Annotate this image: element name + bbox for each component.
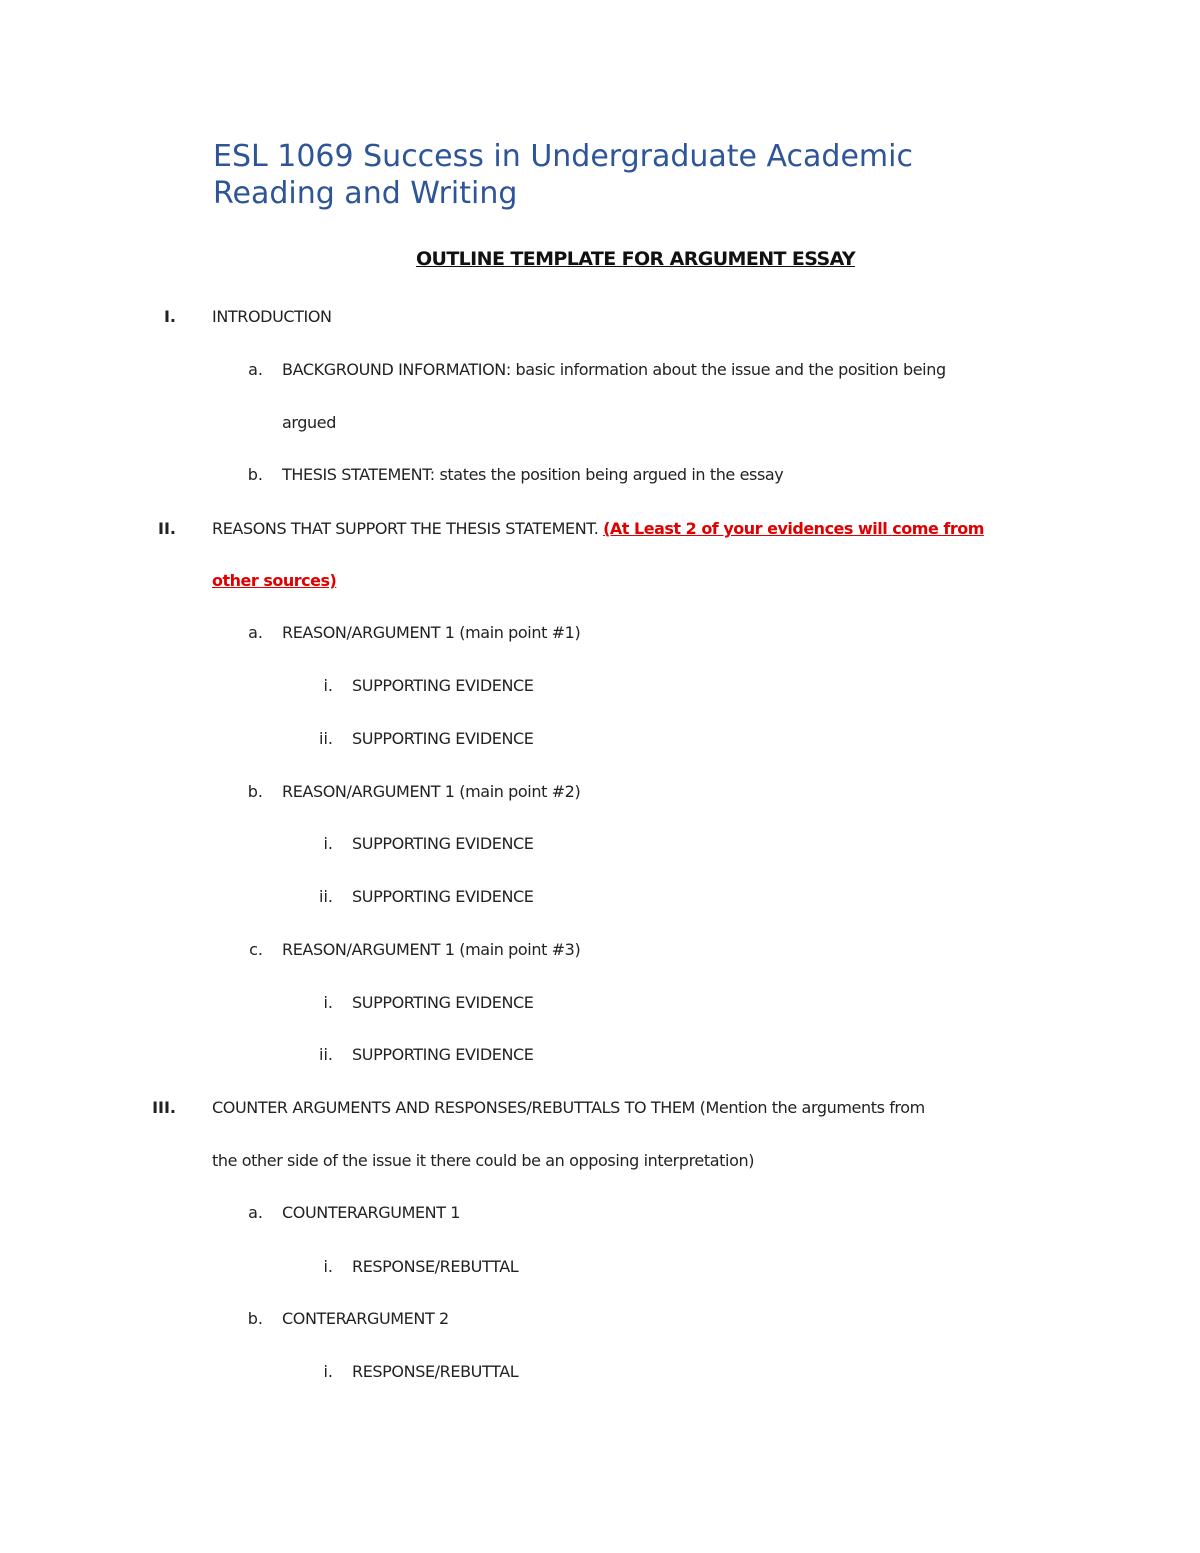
section-marker-reasons: II. xyxy=(158,519,176,538)
reasons-c-ii-text: SUPPORTING EVIDENCE xyxy=(352,1045,534,1064)
reasons-c-i-marker: i. xyxy=(323,993,333,1012)
section-reasons-line1 xyxy=(212,519,984,539)
document-title: ESL 1069 Success in Undergraduate Academic Reading and Writing xyxy=(213,139,913,211)
reasons-a-text: REASON/ARGUMENT 1 (main point #1) xyxy=(282,623,581,642)
counter-a-i-text: RESPONSE/REBUTTAL xyxy=(352,1257,519,1276)
reasons-b-ii-marker: ii. xyxy=(319,887,333,906)
section-counter-line1: COUNTER ARGUMENTS AND RESPONSES/REBUTTALS TO THEM (Mention the arguments from xyxy=(212,1098,925,1117)
reasons-b-marker: b. xyxy=(247,782,263,801)
reasons-a-i-text: SUPPORTING EVIDENCE xyxy=(352,676,534,695)
section-intro-label: INTRODUCTION xyxy=(212,307,332,326)
reasons-label: REASONS THAT SUPPORT THE THESIS STATEMENT. xyxy=(212,519,599,538)
reasons-c-ii-marker: ii. xyxy=(319,1045,333,1064)
reasons-b-i-marker: i. xyxy=(323,834,333,853)
reasons-b-text: REASON/ARGUMENT 1 (main point #2) xyxy=(282,782,581,801)
reasons-b-ii-text: SUPPORTING EVIDENCE xyxy=(352,887,534,906)
counter-a-marker: a. xyxy=(248,1203,263,1222)
counter-b-text: CONTERARGUMENT 2 xyxy=(282,1309,449,1328)
reasons-a-i-marker: i. xyxy=(323,676,333,695)
outline-heading: OUTLINE TEMPLATE FOR ARGUMENT ESSAY xyxy=(415,248,856,270)
counter-a-text: COUNTERARGUMENT 1 xyxy=(282,1203,461,1222)
intro-a-marker: a. xyxy=(248,360,263,379)
section-reasons-line2 xyxy=(212,571,336,591)
reasons-a-ii-marker: ii. xyxy=(319,729,333,748)
section-marker-intro: I. xyxy=(163,307,176,326)
intro-thesis-text: THESIS STATEMENT: states the position being argued in the essay xyxy=(282,465,784,484)
section-marker-counter: III. xyxy=(152,1098,176,1117)
counter-b-i-marker: i. xyxy=(323,1362,333,1381)
reasons-a-marker: a. xyxy=(248,623,263,642)
reasons-c-i-text: SUPPORTING EVIDENCE xyxy=(352,993,534,1012)
reasons-a-ii-text: SUPPORTING EVIDENCE xyxy=(352,729,534,748)
intro-background-line2: argued xyxy=(282,413,336,432)
reasons-note-line1: (At Least 2 of your evidences will come from xyxy=(603,519,984,538)
counter-b-i-text: RESPONSE/REBUTTAL xyxy=(352,1362,519,1381)
reasons-b-i-text: SUPPORTING EVIDENCE xyxy=(352,834,534,853)
reasons-note-line2: other sources) xyxy=(212,571,337,590)
intro-background-line1: BACKGROUND INFORMATION: basic information about the issue and the position being xyxy=(282,360,946,379)
reasons-c-marker: c. xyxy=(249,940,263,959)
counter-b-marker: b. xyxy=(247,1309,263,1328)
intro-b-marker: b. xyxy=(247,465,263,484)
counter-a-i-marker: i. xyxy=(323,1257,333,1276)
reasons-c-text: REASON/ARGUMENT 1 (main point #3) xyxy=(282,940,581,959)
section-counter-line2: the other side of the issue it there could be an opposing interpretation) xyxy=(212,1151,755,1170)
